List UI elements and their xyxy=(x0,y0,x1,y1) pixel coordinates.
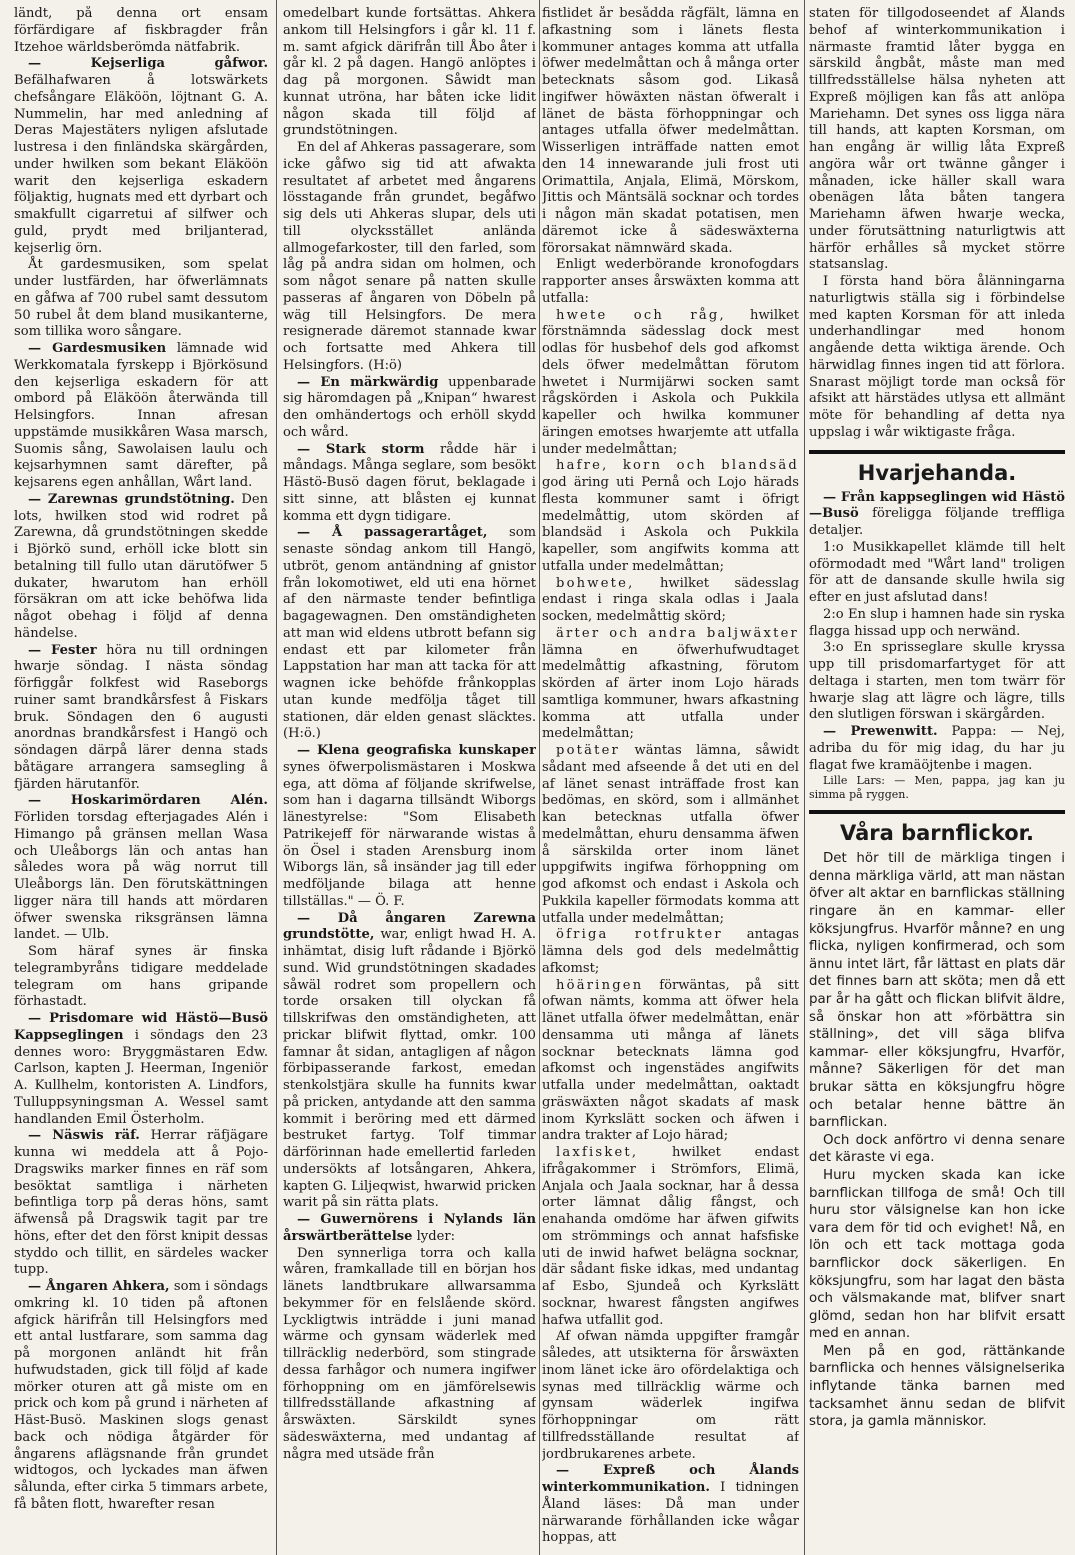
column-3 xyxy=(542,6,799,1550)
article-paragraph: 1:o Musikkapellet klämde till helt oförmodadt med "Wårt land" troligen för att de dansande skulle hwila sig efter en just afslutad dans! xyxy=(809,539,1065,605)
article-text: war, enligt hwad H. A. inhämtat, disig luft rådande i Björkö sund. Wid grundstötningen skadades såwäl rodret som propellern och torde orsaken till olyckan få tillskrifwas den omständigheten, att prickar blifwit flyttad, omkr. 100 famnar åt sidan, antagligen af någon förbipasserande farkost, emedan stenkolstjära skulle ha funnits kwar på pricken, antydande att den samma kommit i beröring med ett därmed bestruket fartyg. Tolf timmar därförinnan hade emellertid farleden undersökts af lotsångaren, Ahkera, kapten G. Liljeqwist, hwarwid pricken warit på sin rätta plats. xyxy=(283,927,536,1211)
article-paragraph: 2:o En slup i hamnen hade sin ryska flagga hissad upp och nerwänd. xyxy=(809,606,1065,639)
article-heading: — Å passagerartåget, xyxy=(297,525,488,541)
article-paragraph xyxy=(283,911,536,1213)
article-paragraph: 3:o En sprisseglare skulle kryssa upp till prisdomarfartyget för att deltaga i starten, men tom twärr för hwarje slag att lägre och lägre, tills den slutligen förswan i skärgården. xyxy=(809,640,1065,723)
article-paragraph: Som häraf synes är finska telegrambyråns tidigare meddelade telegram om hans gripande förhastadt. xyxy=(14,944,268,1010)
article-text: höra nu till ordningen hwarje söndag. I nästa söndag förfiggår folkfest wid Raseborgs ruiner samt brandkårsfest å Fiskars bruk. Söndagen den 6 augusti anordnas brandkårsfest i Hangö och söndagen därpå lärer denna stads båtägare arrangera samsegling å fjärden härutanför. xyxy=(14,642,268,792)
article-paragraph xyxy=(542,927,799,977)
article-heading: — Expreß och Ålands winterkommunikation. xyxy=(542,1463,799,1495)
article-text: föreligga följande treffliga detaljer. xyxy=(809,506,1065,538)
article-text: förwäntas, på sitt ofwan nämts, komma att öfwer hela länet utfalla öfwer medelmåttan, enär densamma uti många af länets socknar betecknats lämna god afkomst och ingenstädes angifwits utfalla under medelmåttan, oaktadt gräswäxten något skadats af mask inom Kyrkslätt socken och äfwen i andra trakter af Lojo härad; xyxy=(542,977,799,1144)
article-paragraph: Enligt wederbörande kronofogdars rapporter anses årswäxten komma att utfalla: xyxy=(542,257,799,306)
article-text: omedelbart kunde fortsättas. Ahkera ankom till Helsingfors i går kl. 11 f. m. samt afgick därifrån till Åbo åter i går kl. 2 på dagen. Hangö anlöptes i dag på morgonen. Såwidt man kunnat utröna, har båten icke lidit någon skada till följd af grundstötningen. xyxy=(283,6,536,139)
article-paragraph xyxy=(542,308,799,459)
article-heading: — En märkwärdig xyxy=(297,374,439,390)
article-text: god äring uti Pernå och Lojo härads flesta kommuner samt i öfrigt medelmåttig, utom skörden af blandsäd i Askola och Pukkila kapeller, som angifwits komma att utfalla under medelmåttan; xyxy=(542,475,799,574)
article-text: staten för tillgodoseendet af Ålands behof af winterkommunikation i närmaste framtid låter bygga en särskild ångbåt, måste man med tillfredsställelse hälsa nyheten att Expreß möjligen kan fås att anlöpa Mariehamn. Det synes oss ligga nära till hands, att kapten Korsman, om han engång är willig låta Expreß angöra wår ort twänne gånger i månaden, icke häller skall wara obenägen låta båten tangera Mariehamn äfwen hwarje wecka, under förutsättning naturligtwis att härför erhålles så mycket större statsanslag. xyxy=(809,6,1065,273)
article-heading: — Gardesmusiken xyxy=(28,341,167,356)
column-4 xyxy=(809,6,1065,1550)
column-1 xyxy=(14,6,268,1550)
article-heading: — Fester xyxy=(28,642,97,658)
article-text: I tidningen Åland läses: Då man under närwarande förhållanden icke wågar hoppas, att xyxy=(542,1480,799,1546)
article-paragraph xyxy=(283,1212,536,1246)
article-heading: — Zarewnas grundstötning. xyxy=(28,491,235,507)
crop-term: potäter xyxy=(556,743,621,758)
article-text: hwilket förstnämnda sädesslag dock mest odlas för husbehof dels god afkomst dels öfwer medelmåttan förutom hwetet i Nurmijärwi socken samt rågskörden i Askola och Pukkila kapeller och hwilka kommuner äringen emotses hwarjemte att utfalla under medelmåttan; xyxy=(542,307,799,457)
article-paragraph: Men på en god, rättänkande barnflicka och hennes välsignelserika inflytande tänka barnen med tacksamhet ännu sedan de blifvit stora, ja gamla människor. xyxy=(809,1343,1065,1430)
article-heading: — Stark storm xyxy=(297,441,425,457)
crop-term: ärter och andra baljwäxter xyxy=(556,625,799,641)
article-paragraph xyxy=(283,525,536,743)
article-paragraph xyxy=(14,492,268,643)
article-text: hwilket sädesslag endast i ringa skala odlas i Jaala socken, medelmåttig skörd; xyxy=(542,575,799,624)
crop-term: hafre, korn och blandsäd xyxy=(556,458,799,474)
article-heading: — Prewenwitt. xyxy=(823,724,938,739)
article-paragraph xyxy=(542,626,799,743)
article-text: som i söndags omkring kl. 10 tiden på aftonen afgick härifrån till Helsingfors med ett antal lustfarare, som samma dag på morgonen anländt hit från hufwudstaden, gick till följd af kade mörker oturen att gå miste om en prick och kom på grund i närheten af Häst-Busö. Maskinen slogs genast back och nödiga åtgärder för ångarens aflägsnande från grundet widtogos, och lyckades man äfwen sålunda, efter cirka 5 timmars arbete, få båten flott, hwarefter resan xyxy=(14,1279,268,1512)
article-paragraph xyxy=(542,458,799,575)
article-text: i söndags den 23 dennes woro: Bryggmästaren Edw. Carlson, kapten J. Heerman, Ingeniör A. Kullhelm, kontoristen A. Lindfors, Tulluppsyningsman A. Wessel samt handlanden Emil Österholm. xyxy=(14,1027,268,1127)
article-body xyxy=(809,850,1065,1431)
article-heading: — Näswis räf. xyxy=(28,1128,140,1144)
column-rule xyxy=(539,0,540,1555)
article-paragraph xyxy=(809,724,1065,774)
article-text: Förliden torsdag efterjagades Alén i Himango på gränsen mellan Wasa och Uleåborgs län och antas han således wora på wäg norrut till Uleåborgs län. Den förutskättningen ligger nära till hands att mördaren öfwer swenska riksgränsen lämna landet. — Ulb. xyxy=(14,810,268,943)
article-text: Herrar räfjägare kunna wi meddela att å Pojo-Dragswiks marker finnes en räf som besöktat samtliga i närheten befintliga torp på deras höns, samt äfwenså på Dragswik tagit par tre höns, efter det den först knipit dessas styddo och tillit, en särdeles wacker tupp. xyxy=(14,1128,268,1278)
article-text: lyder: xyxy=(416,1228,455,1244)
article-paragraph xyxy=(809,490,1065,540)
section-title-vara-barnflickor: Våra barnflickor. xyxy=(839,821,1034,846)
article-paragraph xyxy=(14,341,268,492)
article-paragraph xyxy=(14,1128,268,1279)
article-paragraph: Den synnerliga torra och kalla wåren, framkallade till en början hos länets landtbrukare allwarsamma bekymmer för en felslående skörd. Lyckligtwis inträdde i juni manad wärme och gynsam wäderlek med tillräcklig nederbörd, som stingrade dessa farhågor och numera ingifwer förhoppning om en jämförelsewis tillfredsställande afkastning af årswäxten. Särskildt synes sädeswäxterna, med undantag af några med utsäde från xyxy=(283,1245,536,1462)
article-text: hwilket endast ifrågakommer i Strömfors, Elimä, Anjala och Jaala socknar, har å dessa orter lämnat dålig fångst, och enahanda omdöme har äfwen gifwits om strömmings och annat hafsfiske uti de inwid hafwet belägna socknar, där sådant fiske idkas, med undantag af Esbo, Sjundeå och Kyrkslätt socknar, hwarest fångsten angifwes hafwa utfallit god. xyxy=(542,1145,799,1328)
article-paragraph: Det hör till de märkliga tingen i denna märkliga värld, att man nästan öfver alt aktar en barnflickas ställning ringare än en kammar- eller köksjungfrus. Hvarför månne? en ung flicka, nyligen konfirmerad, och som ännu intet lärt, får lättast en plats där det finnes barn att sköta; men då ett par år ha gått och flickan blifvit äldre, så önskar hon att »förbättra sin ställning», det vill säga blifva kammar- eller köksjungfru, Hvarför, månne? Säkerligen för det man brukar sätta en köksjungfru högre och betalar henne bättre än barnflickan. xyxy=(809,851,1065,1131)
article-paragraph xyxy=(14,793,268,944)
article-text: antagas lämna dels god dels medelmåttig afkomst; xyxy=(542,927,799,976)
article-text: Den lots, hwilken stod wid rodret på Zarewna, då grundstötningen skedde i Björkö sund, erhöll icke blott sin betalning till fullo utan därutöfwer 5 dukater, hwarutom han erhöll försäkran om att icke behöfwa lida något obehag i följd af denna händelse. xyxy=(14,491,268,641)
column-rule xyxy=(276,0,277,1555)
article-paragraph xyxy=(283,743,536,911)
article-text: rådde här i måndags. Många seglare, som besökt Hästö-Busö dagen förut, beklagade i sitt sinne, att blåsten ej kunnat komma ett dygn tidigare. xyxy=(283,441,536,524)
article-text: lämna en öfwerhufwudtaget medelmåttig afkastning, förutom skörden af ärter inom Lojo härads samtliga kommuner, hwars afkastning komma att utfalla under medelmåttan; xyxy=(542,642,799,742)
article-text: uppenbarade sig häromdagen på „Knipan“ hwarest den omhändertogs och erhöll skydd och wård. xyxy=(283,374,536,440)
article-paragraph xyxy=(14,1011,268,1128)
crop-term: laxfisket, xyxy=(556,1145,639,1160)
crop-term: höäringen xyxy=(556,977,644,993)
article-heading: — Från kappseglingen wid Hästö—Busö xyxy=(809,489,1065,522)
article-paragraph xyxy=(283,442,536,526)
article-heading: — Prisdomare wid Hästö—Busö Kappseglingen xyxy=(14,1011,268,1043)
crop-term: hwete och råg, xyxy=(556,307,726,323)
article-text: ländt, på denna ort ensam förfärdigare af fiskbragder från Itzehoe wärldsberömda nätfabrik. xyxy=(14,6,268,55)
article-paragraph xyxy=(542,576,799,626)
crop-term: öfriga rotfrukter xyxy=(556,927,723,943)
article-paragraph xyxy=(14,56,268,257)
article-paragraph xyxy=(14,643,268,794)
column-2 xyxy=(283,6,536,1550)
article-paragraph: Lille Lars: — Men, pappa, jag kan ju simma på ryggen. xyxy=(809,774,1065,802)
article-heading: — Ångaren Ahkera, xyxy=(28,1279,170,1294)
article-paragraph xyxy=(542,978,799,1146)
article-paragraph: Huru mycken skada kan icke barnflickan tillfoga de små! Och till huru stor välsignelse kan hon icke vara dem för tid och evighet! Nå, en lön och ett tack mottaga goda barnflickor dock säkerligen. En köksjungfru, som har lagat den bästa och välsmakande mat, blifver snart glömd, sedan hon har blifvit ersatt med en annan. xyxy=(809,1167,1065,1342)
section-title-hvarjehanda: Hvarjehanda. xyxy=(857,460,1017,485)
article-text: som senaste söndag ankom till Hangö, utbröt, genom antändning af gnistor från lokomotiwet, eld uti ena hörnet af den närmaste tender befintliga bagagewagnen. Den omständigheten att man wid eldens utbrott befann sig endast ett par kilometer från Lappstation har man att tacka för att wagnen icke behöfde frånkopplas utan kunde medfölja tåget till stationen, där elden genast släcktes. (H:ö.) xyxy=(283,525,536,742)
article-paragraph xyxy=(283,375,536,442)
article-paragraph xyxy=(542,743,799,927)
article-heading: — Kejserliga gåfwor. xyxy=(28,56,268,72)
article-paragraph xyxy=(542,1463,799,1547)
article-text: fistlidet år besådda rågfält, lämna en afkastning som i länets flesta kommuner antages komma att utfalla öfwer medelmåttan och å många orter betecknats såsom god. Likaså ingifwer höwäxten nästan öfweralt i länet de bästa förhoppningar och antages utfalla öfwer medelmåttan. Wisserligen inträffade natten emot den 14 innewarande juli frost uti Orimattila, Anjala, Elimä, Mörskom, Jittis och Mäntsälä socknar och tordes i någon män skadat potatisen, men däremot icke å sädeswäxterna förorsakat nämnwärd skada. xyxy=(542,6,799,256)
crop-term: bohwete, xyxy=(556,575,635,591)
section-divider xyxy=(809,450,1065,454)
section-divider xyxy=(809,810,1065,814)
article-text: Pappa: — Nej, adriba du för mig idag, du har ju flagat fwe kramäöjtenbe i magen. xyxy=(809,724,1065,773)
column-rule xyxy=(804,0,805,1555)
article-paragraph xyxy=(542,1145,799,1329)
article-text: synes öfwerpolismästaren i Moskwa ega, att döma af följande skrifwelse, som han i dagarna tillsändt Wiborgs länestyrelse: "Som Elisabeth Patrikejeff för närwarande wistas å ön Ösel i staden Arensburg inom Wiborgs län, så insänder jag till eder medföljande bilaga att henne tillställas." — Ö. F. xyxy=(283,759,536,909)
article-heading: — Hoskarimördaren Alén. xyxy=(28,793,268,809)
article-paragraph: I första hand böra ålänningarna naturligtwis ställa sig i förbindelse med kapten Korsman för att inleda underhandlingar med honom angående detta wiktiga ärende. Och härwidlag finnes ingen tid att förlora. Snarast möjligt torde man också för afsikt att härstädes utlysa ett allmänt möte för behandling af detta nya uppslag i wår wiktigaste fråga. xyxy=(809,274,1065,440)
article-paragraph: En del af Ahkeras passagerare, som icke gåfwo sig tid att afwakta resultatet af arbetet med ångarens lösstagande från grundet, begåfwo sig dels uti Ahkeras slupar, dels uti till olycksstället anlända allmogefarkoster, till den farled, som låg på andra sidan om holmen, och som något senare på natten skulle passeras af ångaren von Döbeln på wäg till Helsingfors. De mera resignerade däremot stannade kwar och fortsatte med Ahkera till Helsingfors. (H:ö) xyxy=(283,140,536,373)
article-text: Befälhafwaren å lotswärkets chefsångare Eläköön, löjtnant G. A. Nummelin, har med anledning af Deras Majestäters nyligen afslutade lustresa i den finländska skärgården, under hwilken som bekant Eläköön warit den kejserliga eskadern följaktig, hugnats med ett dyrbart och smakfullt cigarretui af silfwer och guld, prydt med briljanterad, kejserlig örn. xyxy=(14,73,268,256)
article-paragraph: Af ofwan nämda uppgifter framgår således, att utsikterna för årswäxten inom länet icke äro ofördelaktiga och synas med tillräcklig wärme och gynsam wäderlek ingifwa förhoppningar om rätt tillfredsställande resultat af jordbrukarenes arbete. xyxy=(542,1329,799,1462)
article-heading: — Guwernörens i Nylands län årswärtberättelse xyxy=(283,1212,536,1244)
article-heading: — Klena geografiska kunskaper xyxy=(297,743,536,758)
article-heading: — Då ångaren Zarewna grundstötte, xyxy=(283,910,536,943)
article-paragraph: Åt gardesmusiken, som spelat under lustfärden, har öfwerlämnats en gåfwa af 700 rubel samt dessutom 50 rubel åt dem bland musikanterne, som tillika woro sångare. xyxy=(14,257,268,340)
article-text: lämnade wid Werkkomatala fyrskepp i Björkösund den kejserliga eskadern för att ombord på Eläköön återwända till Helsingfors. Innan afresan uppstämde musikkåren Wasa marsch, Suomis sång, Sawolaisen laulu och kejsarhymnen samt därefter, på kejsarens egen anhållan, Wårt land. xyxy=(14,341,268,490)
article-paragraph: Och dock anförtro vi denna senare det käraste vi ega. xyxy=(809,1132,1065,1166)
article-text: wäntas lämna, såwidt sådant med afseende å det uti en del af länet senast inträffade frost kan bedömas, en skörd, som i allmänhet kan betecknas utfalla öfwer medelmåttan, ehuru densamma äfwen å särskilda orter inom länet uppgifwits ingifwa förhoppning om god afkomst och endast i Askola och Pukkila kapeller förmodats komma att utfalla under medelmåttan; xyxy=(542,743,799,926)
article-paragraph xyxy=(14,1279,268,1514)
